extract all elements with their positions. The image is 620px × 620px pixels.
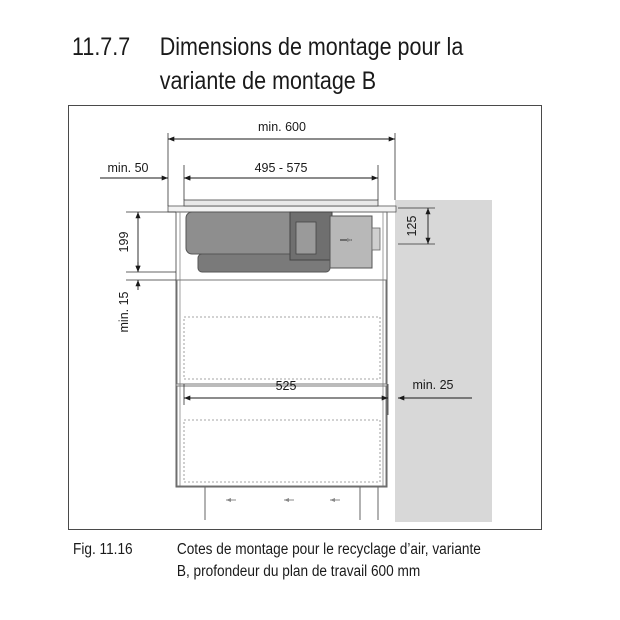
wall [395, 200, 492, 522]
dim-unit-height: 199 [117, 231, 131, 253]
dim-vertical-gap: min. 15 [117, 291, 131, 333]
caption-line1: Cotes de montage pour le recyclage d’air, variante [176, 541, 481, 558]
top-drawer [177, 280, 386, 384]
cooktop-glass [184, 200, 378, 206]
figure-caption [73, 539, 481, 583]
bottom-drawer-inner [184, 420, 380, 482]
caption-line2: B, profondeur du plan de travail 600 mm [176, 563, 421, 580]
top-drawer-inner [184, 317, 380, 379]
section-title-line2: variante de montage B [159, 67, 377, 95]
dim-overall-width: min. 600 [258, 120, 306, 134]
figure-label: Fig. 11.16 [73, 541, 133, 558]
dim-side-gap: min. 50 [107, 161, 149, 175]
filter-box [330, 216, 372, 268]
dim-inner-width: 525 [275, 379, 297, 393]
section-title-line1: Dimensions de montage pour la [159, 33, 464, 61]
hob-unit-body [186, 212, 296, 254]
dim-depth-height: 125 [405, 215, 419, 237]
bottom-drawer [177, 386, 386, 486]
dim-cutout: 495 - 575 [254, 161, 308, 175]
section-number: 11.7.7 [72, 33, 131, 61]
worktop [168, 206, 396, 212]
dim-rear-gap: min. 25 [412, 378, 454, 392]
